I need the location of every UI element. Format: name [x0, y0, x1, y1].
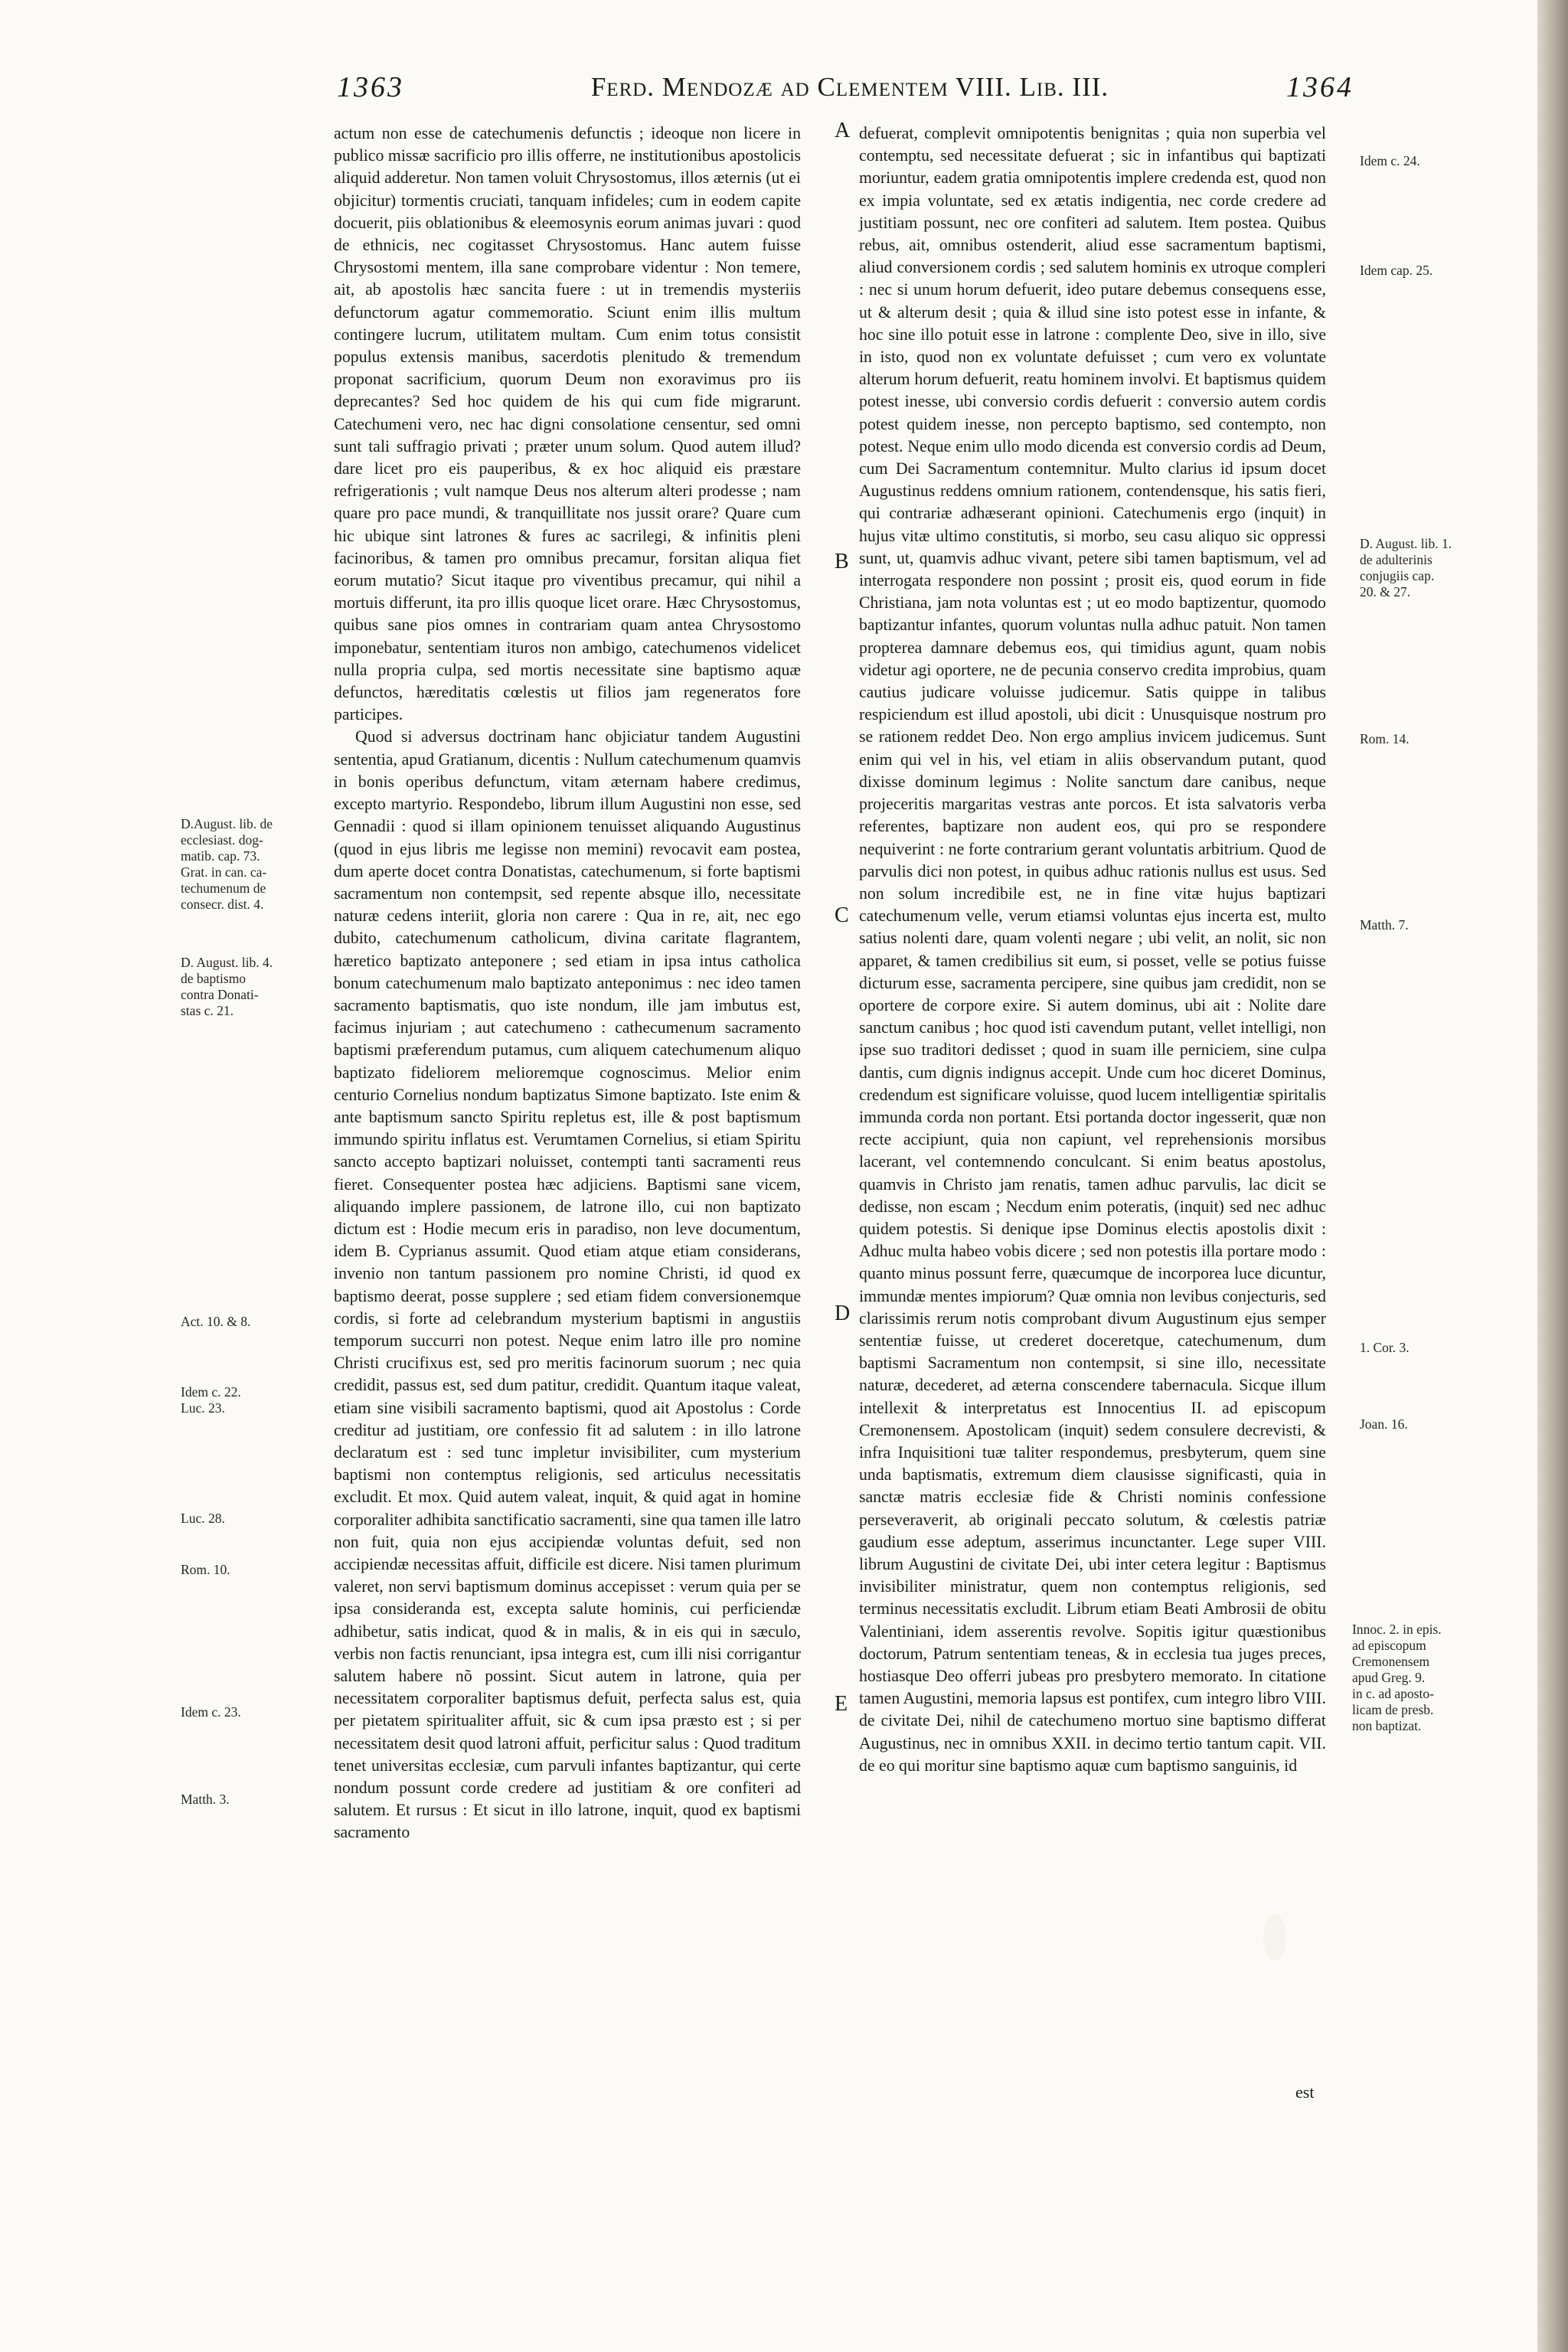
margin-note-matthew-7: Matth. 7. — [1360, 917, 1409, 933]
margin-note-idem-23: Idem c. 23. — [181, 1704, 241, 1720]
running-title: Ferd. Mendozæ ad Clementem VIII. Lib. III. — [590, 72, 1109, 102]
margin-note-acts: Act. 10. & 8. — [181, 1314, 251, 1329]
margin-note-luke-28: Luc. 28. — [181, 1511, 225, 1526]
right-paragraph-1: defuerat, complevit omnipotentis benignitas ; quia non superbia vel contemptu, sed necessitate defuerat ; sic in infantibus qui baptizati moriuntur, eadem gratia omnipotentis implere credenda est, quod non ex impia voluntate, sed ex ætatis indigentia, nec corde credere ad justitiam possunt, nec ore confiteri ad salutem. Item postea. Quibus rebus, ait, omnibus ostenderit, aliud esse sacramentum baptismi, aliud conversionem cordis ; sed salutem hominis ex utroque compleri : nec si unum horum defuerit, ideo putare debemus consequens esse, ut & alterum desit ; quia & illud sine isto potest esse in infante, & hoc sine illo potuit esse in latrone : complente Deo, sive in illo, sive in isto, quod non ex voluntate defuisset ; cum vero ex voluntate alterum horum defuerit, reatu hominem involvi. Et baptismus quidem potest inesse, ubi conversio cordis defuerit : conversio autem cordis potest quidem inesse, non percepto baptismo, sed contempto, non potest. Neque enim ullo modo dicenda est conversio cordis ad Deum, cum Dei Sacramentum contemnitur. Multo clarius id ipsum docet Augustinus reddens omnium rationem, contendensque, his satis fieri, qui contrariæ adhæserant opinioni. Catechumenis ergo (inquit) in hujus vitæ ultimo constitutis, si morbo, seu casu aliquo sic oppressi sunt, ut, quamvis adhuc vivant, petere sibi tamen baptismum, vel ad interrogata respondere non possint ; prosit eis, quod eorum in fide Christiana, jam nota voluntas est ; ut eo modo baptizentur, quomodo baptizantur infantes, quorum voluntas nulla adhuc patuit. Non tamen propterea damnare debemus eos, qui timidius agunt, quam nobis videtur agi oportere, ne de pecunia conservo credita improbius, quam cautius judicare voluisse judicemur. Satis quippe in talibus respiciendum est illud apostoli, ubi dicit : Unusquisque nostrum pro se rationem reddet Deo. Non ergo amplius invicem judicemus. Sunt enim qui vel in his, vel etiam in aliis observandum putant, quod dixisse dominum legimus : Nolite sanctum dare canibus, neque projeceritis margaritas vestras ante porcos. Et ista salvatoris verba referentes, baptizare non audent eos, qui pro se respondere nequiverint : ne forte contrarium gerant voluntatis arbitrium. Quod de parvulis dici non potest, in quibus adhuc rationis nullus est usus. Sed non solum incredibile est, ne in fine vitæ hujus baptizari catechumenum velle, verum etiamsi voluntas ejus incerta est, multo satius nolenti dare, quam volenti negare ; ubi velit, an nolit, sic non apparet, & tamen credibilius sit eum, si posset, velle se potius fuisse dicturum esse, sacramenta percipere, sine quibus jam credidit, non se oportere de corpore exire. Si autem dominus, ubi ait : Nolite dare sanctum canibus ; hoc quod isti cavendum putant, vellet intelligi, non ipse suo traditori dedisset ; quod in suam ille perniciem, sine culpa dantis, cum dignis indignus accepit. Unde cum hoc diceret Dominus, credendum est significare voluisse, quod lucem intelligentiæ spiritalis immunda corda non portant. Etsi portanda doctor ingesserit, quæ non recte accipiunt, quia non capiunt, vel reprehensionis morsibus lacerant, vel contemnendo conculcant. Si enim beatus apostolus, quamvis in Christo jam renatis, tamen adhuc parvulis, lac dicit se dedisse, non escam ; Necdum enim poteratis, (inquit) sed nec adhuc quidem potestis. Si denique ipse Dominus electis apostolis dixit : Adhuc multa habeo vobis dicere ; sed non potestis illa portare modo : quanto minus possunt ferre, quæcumque de incorporea luce dicuntur, immundæ mentes impiorum? Quæ omnia non levibus conjecturis, sed clarissimis rerum notis comprobant divum Augustinum ejus semper sententiæ fuisse, ut crederet doceretque, catechumenum, dum baptismi Sacramentum non contempsit, si sine illo, necessitate naturæ, decederet, ad æterna conscendere tabernacula. Sicque illum intellexit & interpretatus est Innocentius II. ad episcopum Cremonensem. Apostolicam (inquit) sedem consulere decrevisti, & infra Inquisitioni tuæ taliter respondemus, presbyterum, quem sine unda baptismatis, extremum diem clausisse significasti, quia in sanctæ matris ecclesiæ fide & Christi nominis confessione perseveraverit, ab originali peccato solutum, & cœlestis patriæ gaudium esse adeptum, asserimus incunctanter. Lege super VIII. librum Augustini de civitate Dei, ubi inter cetera legitur : Baptismus invisibiliter ministratur, quem non contemptus religionis, sed terminus necessitatis excludit. Librum etiam Beati Ambrosii de obitu Valentiniani, idem asserentis revolve. Sopitis igitur quæstionibus doctorum, Patrum sententiam teneas, & in ecclesia tua juges preces, hostiasque Deo offerri jubeas pro presbytero memorato. In citatione tamen Augustini, memoria lapsus est pontifex, cum integro libro VIII. de civitate Dei, nihil de catechumeno mortuo sine baptismo differat Augustinus, nec in omnibus XXII. in decimo tertio tantum capit. VII. de eo qui moritur sine baptismo aquæ cum baptismo sanguinis, id — [859, 124, 1326, 1775]
section-marker-c: C — [835, 903, 849, 927]
section-marker-e: E — [835, 1692, 848, 1716]
margin-note-augustine-baptismo: D. August. lib. 4. de baptismo contra Donati- stas c. 21. — [181, 955, 273, 1018]
margin-note-john-16: Joan. 16. — [1360, 1416, 1408, 1432]
left-paragraph-2: Quod si adversus doctrinam hanc objiciatur tandem Augustini sententia, apud Gratianum, dicentis : Nullum catechumenum quamvis in bonis operibus defunctum, vitam æternam habere credimus, excepto martyrio. Respondebo, librum illum Augustini non esse, sed Gennadii : quod si illam opinionem tenuisset aliquando Augustinus (quod in ejus libris me legisse non memini) revocavit eam postea, dum aperte docet contra Donatistas, catechumenum, si forte baptismi sacramentum non contempsit, sed repente absque illo, necessitate naturæ cedens interiit, gloria non carere : Qua in re, ait, nec ego dubito, catechumenum catholicum, divina caritate flagrantem, hæretico baptizato anteponere ; sed etiam in ipsa intus catholica bonum catechumenum malo baptizato anteponimus : nec ideo tamen sacramento baptismatis, quo iste nondum, ille jam imbutus est, facimus injuriam ; aut catechumeno : cathecumenum sacramento baptismi præferendum putamus, cum aliquem catechumenum aliquo baptizato fideliorem melioremque cognoscimus. Melior enim centurio Cornelius nondum baptizatus Simone baptizato. Iste enim & ante baptismum sancto Spiritu repletus est, ille & post baptismum immundo spiritu inflatus est. Verumtamen Cornelius, si etiam Spiritu sancto accepto baptizari noluisset, contempti tanti sacramenti reus fieret. Consequenter postea hæc adjiciens. Baptismi sane vicem, aliquando implere passionem, de latrone illo, cui non baptizato dictum est : Hodie mecum eris in paradiso, non leve documentum, idem B. Cyprianus assumit. Quod etiam atque etiam considerans, invenio non tantum passionem pro nomine Christi, id quod ex baptismo deerat, posse supplere ; sed etiam fidem conversionemque cordis, si forte ad celebrandum mysterium baptismi in angustiis temporum succurri non potest. Neque enim latro ille pro nomine Christi crucifixus est, sed pro meritis facinorum suorum ; nec quia credidit, passus est, sed dum patitur, credidit. Quantum itaque valeat, etiam sine visibili sacramento baptismi, quod ait Apostolus : Corde creditur ad justitiam, ore confessio fit ad salutem : in illo latrone declaratum est : sed tunc impletur invisibiliter, cum mysterium baptismi non contemptus religionis, sed articulus necessitatis excludit. Et mox. Quid autem valeat, inquit, & quid agat in homine corporaliter adhibita sanctificatio sacramenti, sine qua tamen ille latro non fuit, quia non ejus accipiendæ voluntas defuit, sed non accipiendæ necessitas affuit, difficile est dicere. Nisi tamen plurimum valeret, non servi baptismum dominus accepisset : verum quia per se ipsa consideranda est, excepta salute hominis, cui perficiendæ adhibetur, satis indicat, quod & in malis, & in eis qui in sæculo, verbis non factis renunciant, ipsa integra est, cum illi nisi corrigantur salutem habere nõ possint. Sicut autem in latrone, quia per necessitatem corporaliter baptismus defuit, perfecta salus est, quia per pietatem spiritualiter affuit, sic & cum ipsa præsto est ; si per necessitatem desit quod latroni affuit, perficitur salus : Quod traditum tenet universitas ecclesiæ, cum parvuli infantes baptizantur, qui certe nondum possunt corde credere ad justitiam & ore confiteri ad salutem. Et rursus : Et sicut in illo latrone, inquit, quod ex baptismi sacramento — [334, 727, 801, 1842]
margin-note-romans-10: Rom. 10. — [181, 1562, 230, 1577]
page-header — [0, 70, 1531, 116]
page-number-right: 1364 — [1286, 71, 1354, 103]
margin-note-luke-23: Idem c. 22. Luc. 23. — [181, 1384, 241, 1416]
book-binding-edge — [1537, 0, 1568, 2352]
section-marker-b: B — [835, 550, 849, 573]
margin-note-augustine-adulterinis: D. August. lib. 1. de adulterinis conjugiis cap. 20. & 27. — [1360, 536, 1452, 599]
margin-note-1-corinthians-3: 1. Cor. 3. — [1360, 1340, 1410, 1355]
margin-note-augustine-dogmatib: D.August. lib. de ecclesiast. dog- matib. cap. 73. Grat. in can. ca- techumenum de consecr. dist. 4. — [181, 816, 273, 912]
left-paragraph-1: actum non esse de catechumenis defunctis ; ideoque non licere in publico missæ sacrificio pro illis offerre, ne institutionibus apostolicis aliquid adderetur. Non tamen voluit Chrysostomus, illos æternis (ut ei objicitur) tormentis cruciati, tanquam infideles; cum in eodem capite docuerit, piis oblationibus & eleemosynis eorum animas juvari : quod de ethnicis, nec cogitasset Chrysostomus. Hanc autem fuisse Chrysostomi mentem, illa sane comprobare videntur : Non temere, ait, ab apostolis hæc sancita fuere : ut in tremendis mysteriis defunctorum agatur commemoratio. Sciunt enim illis multum contingere lucrum, utilitatem multam. Cum enim totus consistit populus extensis manibus, sacerdotis plenitudo & tremendum proponat sacrificium, quorum Deum non exoravimus pro iis deprecantes? Sed hoc quidem de his qui cum fide migrarunt. Catechumeni vero, nec hac digni consolatione censentur, sed omni sunt tali suffragio privati ; præter unum solum. Quod autem illud? dare licet pro eis pauperibus, & ex hoc aliquid eis præstare refrigerationis ; vult namque Deus nos alterum alteri prodesse ; nam quare pro pace mundi, & tranquillitate nos jussit orare? Quare cum hic ubique sint latrones & fures ac sacrilegi, & infinitis pleni facinoribus, & tamen pro omnibus precamur, forsitan aliqua fiet eorum mutatio? Sicut itaque pro viventibus precamur, qui nihil a mortuis differunt, ita pro illis quoque licet orare. Hæc Chrysostomus, quibus sane pios omnes in contrariam quam antea Chrysostomo imponebatur, sententiam ituros non ambigo, catechumenos videlicet nulla propria culpa, sed mortis necessitate sine baptismo aquæ defunctos, hæreditatis cœlestis ut filios jam regeneratos fore participes. — [334, 124, 801, 724]
paper-stain — [1263, 1914, 1286, 1960]
section-marker-a: A — [835, 119, 851, 142]
margin-note-romans-14: Rom. 14. — [1360, 731, 1410, 746]
margin-note-idem-24: Idem c. 24. — [1360, 153, 1420, 168]
margin-note-innocent-ii: Innoc. 2. in epis. ad episcopum Cremonensem apud Greg. 9. in c. ad aposto- licam de presb. non baptizat. — [1352, 1622, 1442, 1733]
margin-note-matthew-3: Matth. 3. — [181, 1792, 230, 1807]
section-marker-d: D — [835, 1302, 851, 1325]
margin-note-idem-25: Idem cap. 25. — [1360, 263, 1433, 278]
page-number-left: 1363 — [337, 71, 404, 103]
catchword: est — [1295, 2082, 1315, 2102]
left-text-column — [334, 122, 801, 1844]
right-text-column — [859, 122, 1326, 1777]
